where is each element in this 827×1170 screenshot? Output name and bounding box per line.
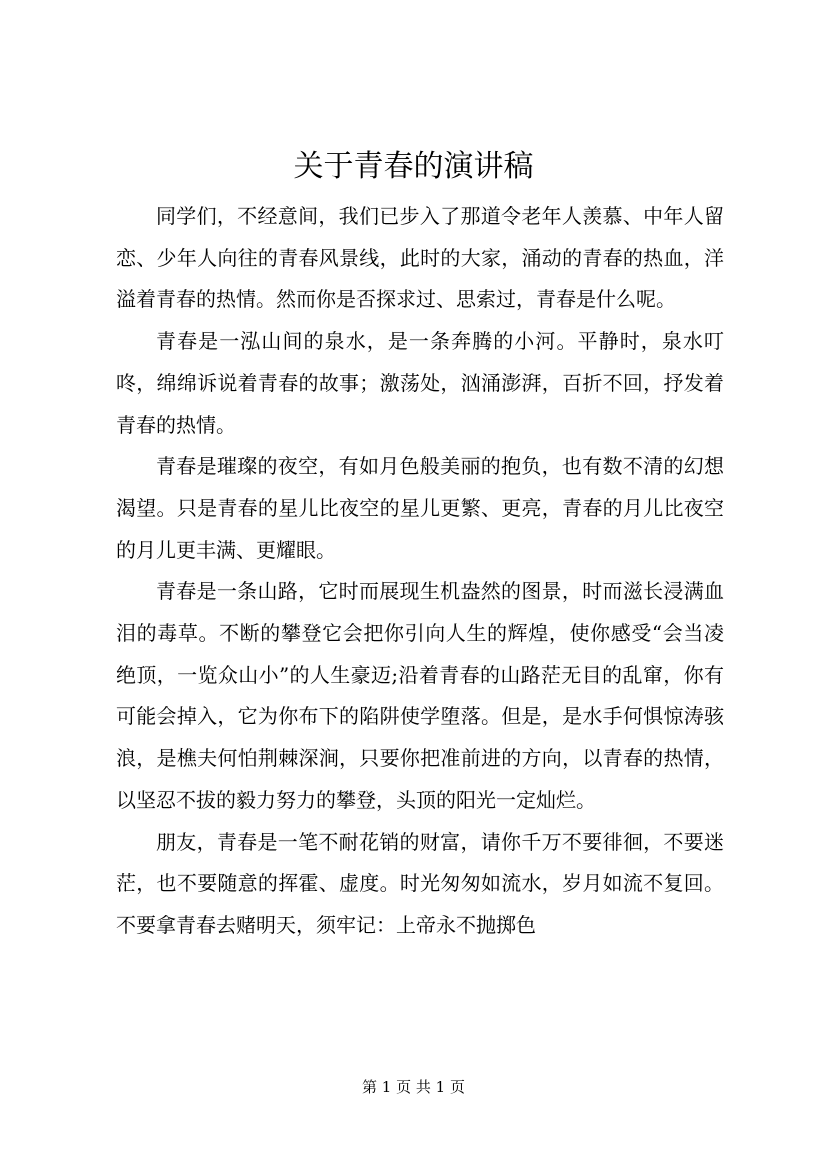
document-title: 关于青春的演讲稿 [293, 149, 534, 184]
paragraph-5: 朋友，青春是一笔不耐花销的财富，请你千万不要徘徊，不要迷茫，也不要随意的挥霍、虚度。时光匆匆如流水，岁月如流不复回。不要拿青春去赌明天，须牢记：上帝永不抛掷色 [116, 829, 724, 937]
page-footer: 第 1 页 共 1 页 [362, 1078, 465, 1096]
paragraph-4: 青春是一条山路，它时而展现生机盎然的图景，时而滋长浸满血泪的毒草。不断的攀登它会把你引向人生的辉煌，使你感受“会当凌绝顶，一览众山小”的人生豪迈;沿着青春的山路茫无目的乱窜，你有可能会掉入，它为你布下的陷阱使学堕落。但是，是水手何惧惊涛骇浪，是樵夫何怕荆棘深涧，只要你把准前进的方向，以青春的热情，以坚忍不拔的毅力努力的攀登，头顶的阳光一定灿烂。 [116, 579, 724, 812]
document-body [116, 196, 724, 947]
paragraph-2: 青春是一泓山间的泉水，是一条奔腾的小河。平静时，泉水叮咚，绵绵诉说着青春的故事；激荡处，汹涌澎湃，百折不回，抒发着青春的热情。 [116, 329, 724, 437]
paragraph-1: 同学们，不经意间，我们已步入了那道令老年人羡慕、中年人留恋、少年人向往的青春风景线，此时的大家，涌动的青春的热血，洋溢着青春的热情。然而你是否探求过、思索过，青春是什么呢。 [116, 204, 724, 312]
paragraph-3: 青春是璀璨的夜空，有如月色般美丽的抱负，也有数不清的幻想渴望。只是青春的星儿比夜空的星儿更繁、更亮，青春的月儿比夜空的月儿更丰满、更耀眼。 [116, 454, 724, 562]
